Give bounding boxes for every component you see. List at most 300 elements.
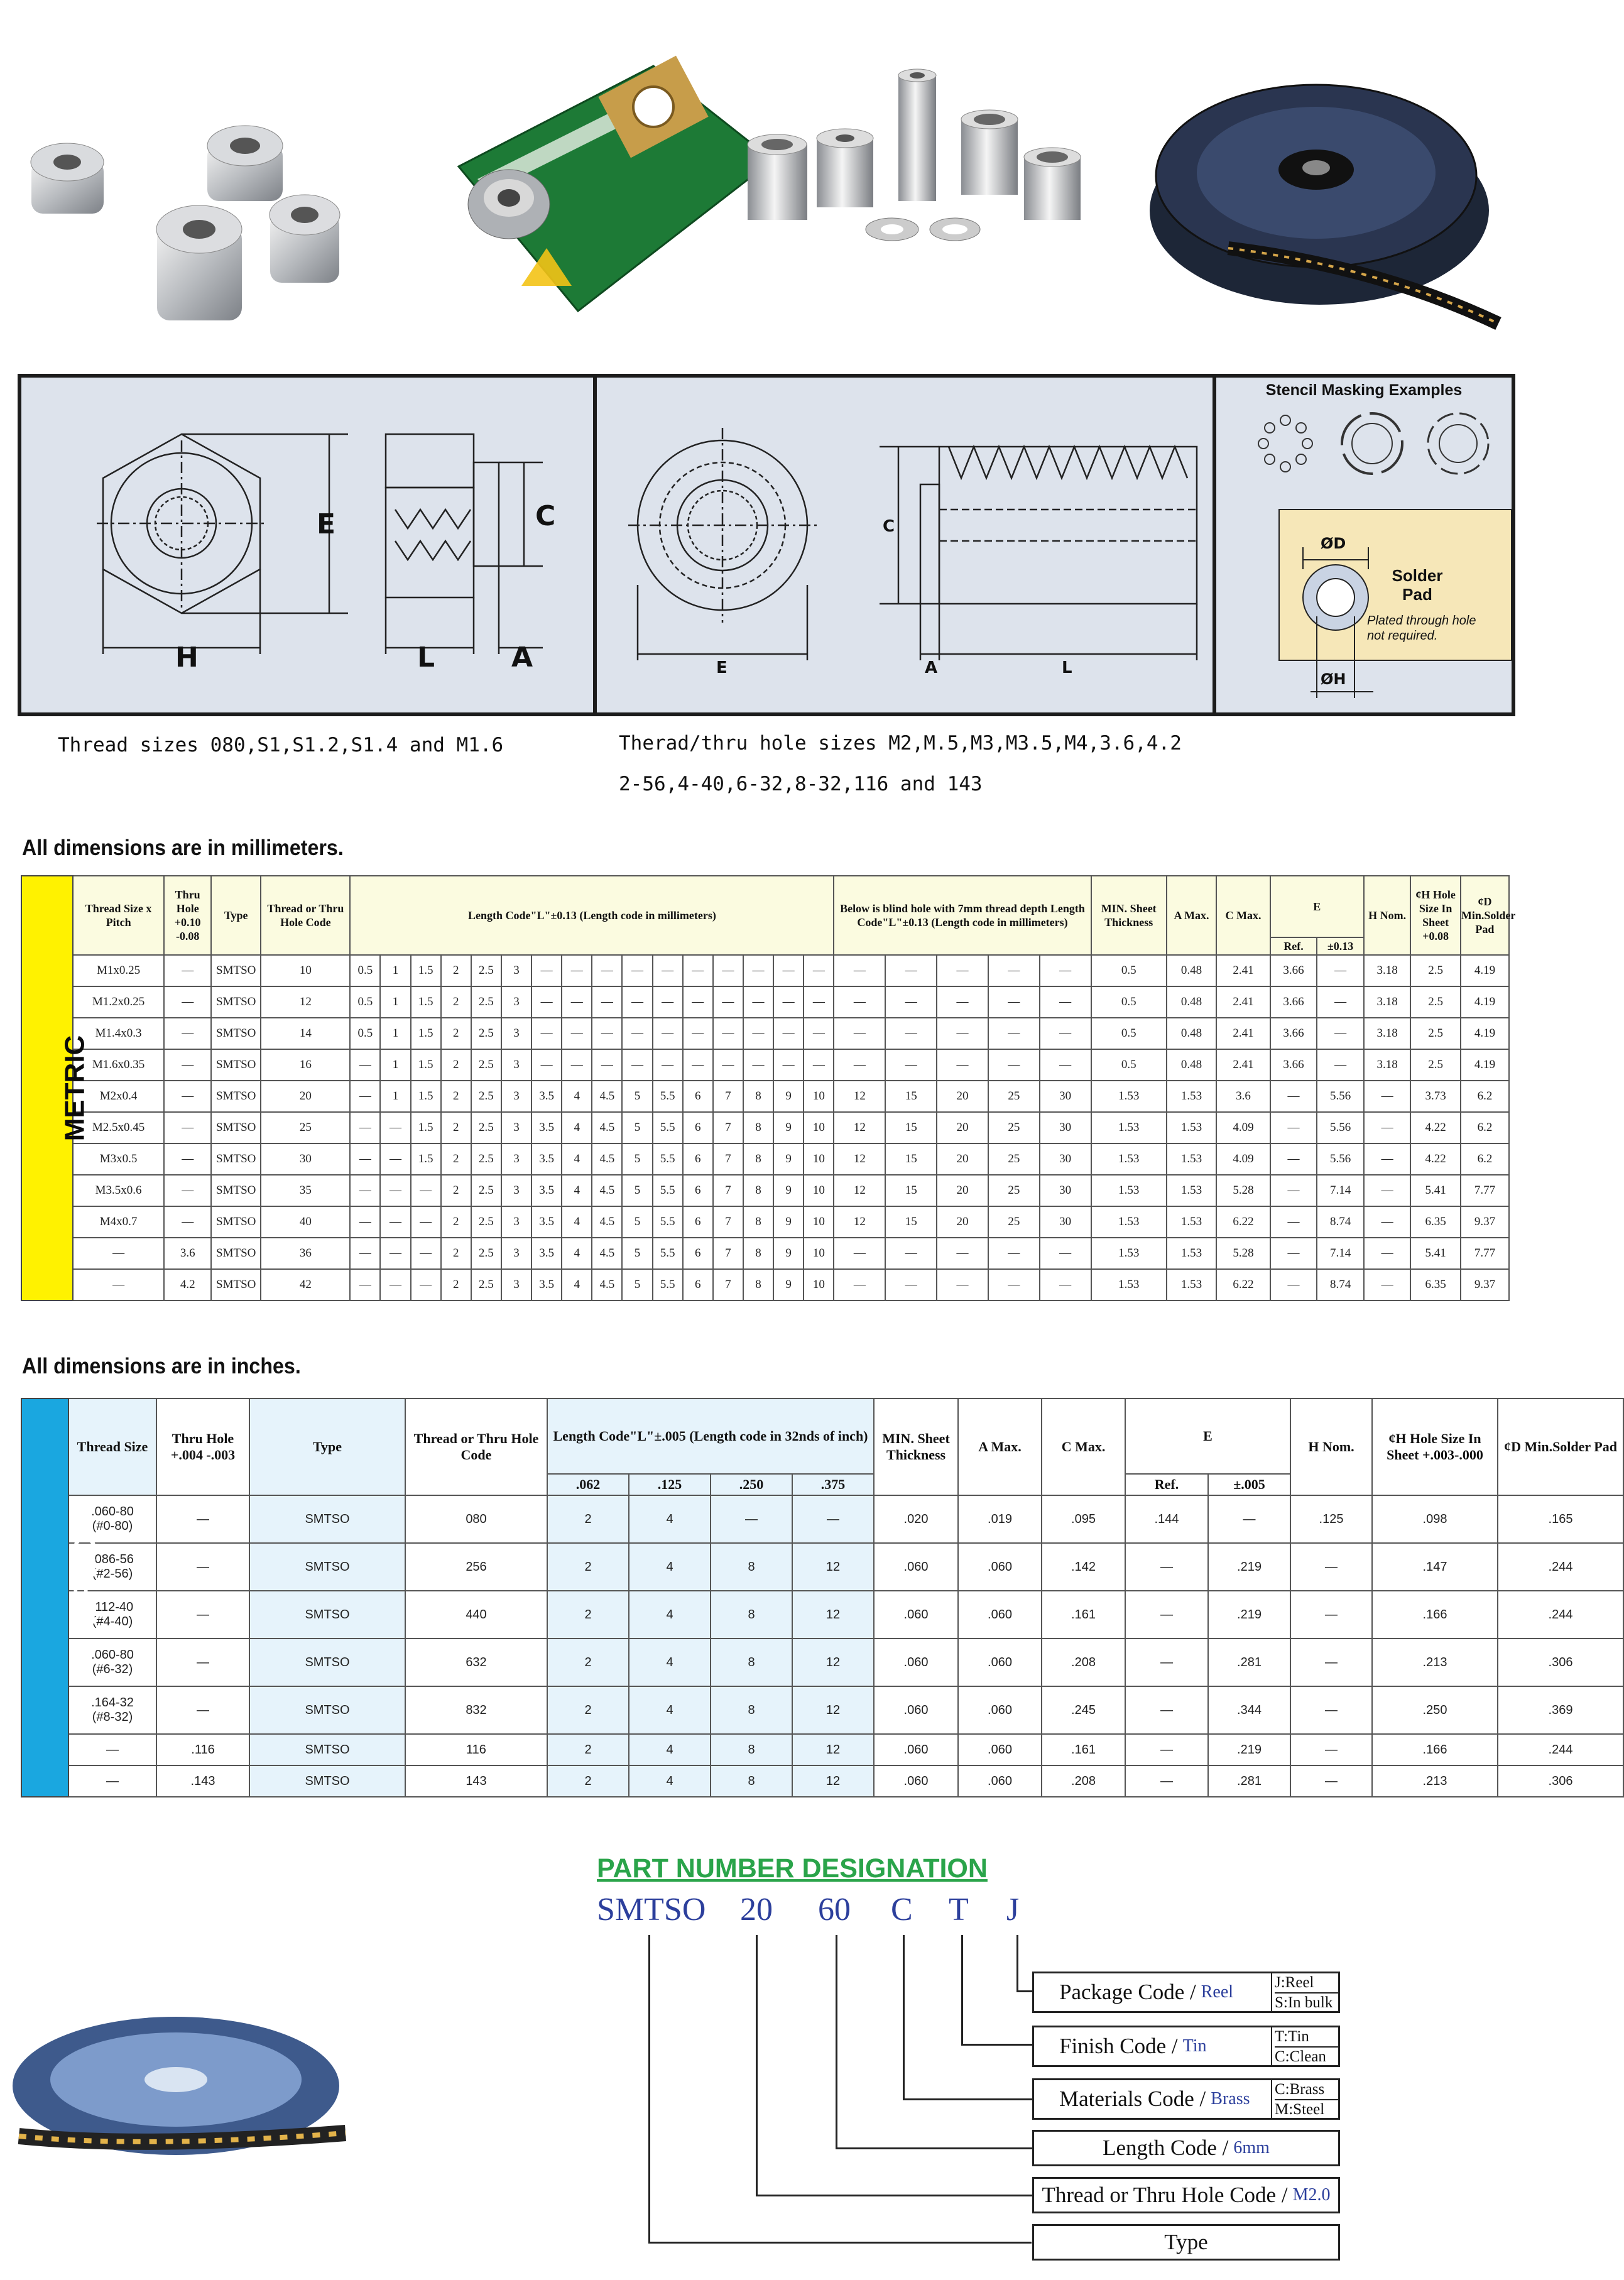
unified-cell-length: 8 (711, 1591, 792, 1639)
metric-cell-type: SMTSO (211, 1269, 261, 1301)
metric-cell-length: — (531, 1049, 562, 1081)
unified-cell-pad: .244 (1498, 1543, 1623, 1591)
metric-cell-length: 5 (622, 1206, 652, 1238)
metric-cell-blind: — (885, 955, 937, 986)
unified-cell-c: .208 (1042, 1639, 1125, 1686)
metric-table (21, 875, 1516, 1301)
metric-cell-code: 12 (261, 986, 350, 1018)
unified-cell-pad: .244 (1498, 1734, 1623, 1765)
unified-cell-length: 4 (629, 1765, 711, 1797)
metric-cell-blind: 15 (885, 1206, 937, 1238)
dim-e: E (317, 508, 336, 540)
metric-cell-length: — (773, 1049, 804, 1081)
metric-cell-length: 1.5 (411, 986, 441, 1018)
metric-cell-length: 3.5 (531, 1206, 562, 1238)
metric-th-e-tol: ±0.13 (1317, 937, 1364, 955)
metric-cell-blind: — (937, 1018, 988, 1049)
metric-cell-thru: — (164, 1143, 211, 1175)
unified-cell-length: — (792, 1495, 874, 1543)
metric-cell-length: 2 (441, 1049, 471, 1081)
unified-cell-type: SMTSO (249, 1765, 405, 1797)
metric-cell-length: 7 (713, 1238, 743, 1269)
metric-cell-length: 5.5 (653, 1238, 683, 1269)
metric-cell-length: — (380, 1112, 410, 1143)
unified-row (21, 1686, 1623, 1734)
metric-cell-pad: 4.19 (1461, 1049, 1509, 1081)
metric-cell-length: 3.5 (531, 1081, 562, 1112)
unified-th-pad: ¢D Min.Solder Pad (1498, 1399, 1623, 1495)
metric-cell-hole: 2.5 (1410, 986, 1460, 1018)
spacer-tall (898, 69, 936, 201)
metric-cell-length: 2 (441, 1206, 471, 1238)
metric-cell-length: — (804, 1018, 834, 1049)
unified-cell-length: — (711, 1495, 792, 1543)
metric-cell-eref: — (1270, 1081, 1317, 1112)
metric-cell-blind: — (834, 1269, 885, 1301)
metric-cell-length: 4 (562, 1143, 592, 1175)
metric-row (21, 1269, 1509, 1301)
washer-1 (866, 218, 918, 241)
metric-cell-blind: — (988, 1018, 1040, 1049)
metric-cell-hole: 6.35 (1410, 1269, 1460, 1301)
unified-th-len-col: .250 (711, 1474, 792, 1495)
unified-cell-length: 4 (629, 1686, 711, 1734)
metric-cell-length: 5 (622, 1269, 652, 1301)
metric-cell-blind: 15 (885, 1112, 937, 1143)
metric-cell-hole: 5.41 (1410, 1175, 1460, 1206)
dim-c: C (535, 500, 556, 532)
metric-cell-length: 8 (743, 1269, 773, 1301)
metric-cell-length: 10 (804, 1081, 834, 1112)
unified-cell-type: SMTSO (249, 1591, 405, 1639)
unified-cell-c: .208 (1042, 1765, 1125, 1797)
metric-row (21, 1175, 1509, 1206)
metric-cell-length: 6 (683, 1238, 713, 1269)
unified-cell-hole: .098 (1372, 1495, 1498, 1543)
metric-cell-sheet: 1.53 (1091, 1175, 1167, 1206)
metric-cell-thread: M2x0.4 (73, 1081, 165, 1112)
metric-cell-length: 9 (773, 1112, 804, 1143)
metric-cell-hole: 4.22 (1410, 1143, 1460, 1175)
metric-cell-blind: — (1040, 1049, 1091, 1081)
unified-cell-h: — (1290, 1734, 1372, 1765)
metric-cell-sheet: 0.5 (1091, 986, 1167, 1018)
unified-cell-thru: — (156, 1686, 249, 1734)
metric-cell-c: 6.22 (1216, 1269, 1270, 1301)
metric-cell-length: — (380, 1143, 410, 1175)
unified-cell-thread: — (68, 1734, 156, 1765)
metric-cell-blind: — (834, 1018, 885, 1049)
metric-cell-length: 3 (501, 1018, 531, 1049)
metric-cell-blind: — (1040, 986, 1091, 1018)
metric-cell-length: 1.5 (411, 1112, 441, 1143)
metric-cell-length: 2.5 (471, 1049, 501, 1081)
unified-th-e-ref: Ref. (1125, 1474, 1208, 1495)
metric-cell-length: 1.5 (411, 1049, 441, 1081)
spacer-side-body (939, 447, 1197, 604)
dim-a: A (511, 641, 533, 674)
metric-cell-length: — (350, 1049, 380, 1081)
hex-nut-1 (31, 143, 104, 214)
metric-cell-length: — (411, 1206, 441, 1238)
metric-cell-c: 2.41 (1216, 1018, 1270, 1049)
metric-cell-code: 30 (261, 1143, 350, 1175)
metric-cell-pad: 6.2 (1461, 1143, 1509, 1175)
metric-cell-length: 3 (501, 955, 531, 986)
unified-cell-h: — (1290, 1639, 1372, 1686)
unified-cell-length: 2 (547, 1734, 629, 1765)
metric-cell-sheet: 0.5 (1091, 1049, 1167, 1081)
plated-note: Plated through hole not required. (1367, 614, 1476, 643)
metric-cell-length: — (411, 1175, 441, 1206)
unified-cell-hole: .166 (1372, 1734, 1498, 1765)
metric-cell-blind: — (885, 1238, 937, 1269)
metric-cell-length: 6 (683, 1175, 713, 1206)
metric-cell-eref: 3.66 (1270, 986, 1317, 1018)
metric-cell-length: 5 (622, 1081, 652, 1112)
unified-cell-c: .142 (1042, 1543, 1125, 1591)
unified-cell-etol: .219 (1208, 1734, 1290, 1765)
unified-th-hole: ¢H Hole Size In Sheet +.003-.000 (1372, 1399, 1498, 1495)
metric-cell-length: — (713, 1018, 743, 1049)
metric-cell-a: 0.48 (1167, 1049, 1216, 1081)
metric-cell-length: 2.5 (471, 1206, 501, 1238)
metric-cell-blind: — (885, 1018, 937, 1049)
metric-cell-type: SMTSO (211, 1081, 261, 1112)
metric-cell-length: 5.5 (653, 1206, 683, 1238)
metric-row (21, 955, 1509, 986)
metric-cell-length: 7 (713, 1143, 743, 1175)
unified-cell-length: 2 (547, 1591, 629, 1639)
unified-th-e: E (1125, 1399, 1290, 1474)
metric-cell-length: 2.5 (471, 1175, 501, 1206)
metric-cell-length: 5.5 (653, 1175, 683, 1206)
metric-cell-code: 42 (261, 1269, 350, 1301)
svg-text:L: L (1062, 658, 1072, 677)
unified-cell-length: 4 (629, 1734, 711, 1765)
metric-cell-length: 5.5 (653, 1081, 683, 1112)
unified-cell-thru: .116 (156, 1734, 249, 1765)
pcb-standoff (468, 170, 550, 239)
metric-cell-blind: — (937, 1238, 988, 1269)
metric-cell-length: 2 (441, 1143, 471, 1175)
metric-cell-thread: M1.6x0.35 (73, 1049, 165, 1081)
metric-cell-length: 1.5 (411, 955, 441, 986)
metric-cell-length: 1 (380, 1049, 410, 1081)
metric-cell-blind: 20 (937, 1112, 988, 1143)
metric-cell-length: 3 (501, 1269, 531, 1301)
metric-cell-length: 3.5 (531, 1175, 562, 1206)
pn-box-type: Type (1032, 2224, 1340, 2261)
metric-cell-hole: 2.5 (1410, 1049, 1460, 1081)
unified-cell-type: SMTSO (249, 1686, 405, 1734)
unified-cell-hole: .213 (1372, 1639, 1498, 1686)
metric-cell-sheet: 0.5 (1091, 1018, 1167, 1049)
unified-cell-etol: .281 (1208, 1765, 1290, 1797)
unified-cell-sheet: .060 (874, 1591, 958, 1639)
unified-cell-a: .060 (958, 1639, 1042, 1686)
unified-cell-c: .245 (1042, 1686, 1125, 1734)
metric-cell-eref: — (1270, 1143, 1317, 1175)
pn-box-length: Length Code / 6mm (1032, 2130, 1340, 2166)
metric-cell-length: — (653, 1018, 683, 1049)
metric-cell-code: 10 (261, 955, 350, 986)
metric-cell-length: — (592, 986, 622, 1018)
unified-cell-c: .161 (1042, 1734, 1125, 1765)
pn-options-package: J:Reel S:In bulk (1271, 1973, 1340, 2012)
metric-cell-pad: 4.19 (1461, 955, 1509, 986)
unified-cell-etol: .344 (1208, 1686, 1290, 1734)
metric-cell-length: — (622, 1049, 652, 1081)
metric-cell-blind: — (885, 1049, 937, 1081)
caption-right-2: 2-56,4-40,6-32,8-32,116 and 143 (619, 773, 983, 795)
pn-segment-type: SMTSO (597, 1892, 706, 1928)
metric-cell-length: — (350, 1238, 380, 1269)
metric-cell-length: 2.5 (471, 1269, 501, 1301)
unified-cell-sheet: .060 (874, 1543, 958, 1591)
metric-cell-a: 0.48 (1167, 955, 1216, 986)
metric-cell-length: 7 (713, 1269, 743, 1301)
unified-row (21, 1734, 1623, 1765)
hex-nut-3 (156, 205, 242, 320)
metric-cell-length: — (562, 955, 592, 986)
metric-cell-length: — (592, 955, 622, 986)
svg-text:ØD: ØD (1321, 535, 1346, 552)
metric-cell-c: 4.09 (1216, 1143, 1270, 1175)
metric-cell-length: — (804, 1049, 834, 1081)
unified-cell-h: — (1290, 1591, 1372, 1639)
unified-cell-thread: .060-80 (#6-32) (68, 1639, 156, 1686)
unified-cell-length: 4 (629, 1639, 711, 1686)
unified-cell-length: 12 (792, 1734, 874, 1765)
unified-row (21, 1765, 1623, 1797)
metric-cell-length: 2 (441, 955, 471, 986)
unified-cell-pad: .306 (1498, 1765, 1623, 1797)
metric-cell-length: 9 (773, 1175, 804, 1206)
metric-cell-eref: — (1270, 1269, 1317, 1301)
metric-cell-thru: — (164, 955, 211, 986)
metric-cell-blind: — (988, 1238, 1040, 1269)
dim-h: H (175, 641, 199, 674)
unified-header-row (21, 1399, 1623, 1474)
metric-cell-thread: — (73, 1238, 165, 1269)
metric-cell-etol: 5.56 (1317, 1081, 1364, 1112)
metric-cell-length: 6 (683, 1206, 713, 1238)
metric-cell-length: — (773, 986, 804, 1018)
metric-cell-length: 1.5 (411, 1143, 441, 1175)
metric-cell-thru: — (164, 1049, 211, 1081)
metric-cell-blind: 15 (885, 1143, 937, 1175)
svg-text:C: C (883, 517, 895, 536)
side-shank (474, 462, 499, 566)
pn-title: PART NUMBER DESIGNATION (597, 1853, 988, 1884)
unified-cell-etol: .219 (1208, 1543, 1290, 1591)
metric-cell-type: SMTSO (211, 1238, 261, 1269)
metric-cell-length: 4.5 (592, 1143, 622, 1175)
metric-cell-length: 8 (743, 1238, 773, 1269)
metric-cell-h: — (1364, 1081, 1411, 1112)
metric-cell-length: — (804, 955, 834, 986)
metric-cell-eref: 3.66 (1270, 955, 1317, 986)
metric-cell-length: — (683, 955, 713, 986)
metric-th-blind: Below is blind hole with 7mm thread depth Length Code"L"±0.13 (Length code in millimeters) (834, 876, 1091, 955)
unified-th-len-col: .375 (792, 1474, 874, 1495)
unified-cell-thread: .164-32 (#8-32) (68, 1686, 156, 1734)
metric-cell-thread: M3.5x0.6 (73, 1175, 165, 1206)
unified-cell-eref: — (1125, 1765, 1208, 1797)
unified-cell-length: 8 (711, 1734, 792, 1765)
stencil-dots-example (1258, 415, 1312, 472)
metric-cell-type: SMTSO (211, 1018, 261, 1049)
metric-cell-length: — (350, 1112, 380, 1143)
metric-cell-code: 20 (261, 1081, 350, 1112)
unified-cell-code: 632 (405, 1639, 547, 1686)
metric-cell-length: 3 (501, 1112, 531, 1143)
metric-cell-blind: — (1040, 1269, 1091, 1301)
metric-th-thread: Thread Size x Pitch (73, 876, 165, 955)
metric-cell-pad: 4.19 (1461, 1018, 1509, 1049)
metric-cell-length: 2 (441, 1238, 471, 1269)
metric-cell-sheet: 1.53 (1091, 1238, 1167, 1269)
metric-cell-blind: — (834, 1049, 885, 1081)
metric-cell-length: 10 (804, 1143, 834, 1175)
unified-cell-a: .060 (958, 1686, 1042, 1734)
metric-cell-thread: M4x0.7 (73, 1206, 165, 1238)
metric-cell-length: 3.5 (531, 1143, 562, 1175)
unified-cell-h: — (1290, 1686, 1372, 1734)
hex-nut-4 (270, 195, 340, 283)
metric-cell-length: 2 (441, 1269, 471, 1301)
metric-cell-a: 0.48 (1167, 986, 1216, 1018)
metric-th-e: E (1270, 876, 1364, 937)
unified-cell-thru: — (156, 1639, 249, 1686)
metric-cell-c: 5.28 (1216, 1238, 1270, 1269)
washer-2 (930, 218, 980, 241)
pn-options-finish: T:Tin C:Clean (1271, 2027, 1340, 2066)
unified-cell-code: 256 (405, 1543, 547, 1591)
metric-cell-length: 4 (562, 1112, 592, 1143)
metric-cell-a: 1.53 (1167, 1143, 1216, 1175)
metric-cell-code: 40 (261, 1206, 350, 1238)
drawing-panel-small (21, 378, 597, 712)
metric-cell-length: 5.5 (653, 1112, 683, 1143)
drawing-frame (18, 374, 1515, 716)
metric-cell-length: — (653, 986, 683, 1018)
unified-cell-length: 4 (629, 1591, 711, 1639)
metric-cell-type: SMTSO (211, 1049, 261, 1081)
metric-cell-blind: 12 (834, 1175, 885, 1206)
metric-cell-length: 1 (380, 1018, 410, 1049)
metric-cell-length: — (380, 1206, 410, 1238)
metric-cell-blind: — (1040, 1238, 1091, 1269)
metric-cell-length: — (562, 1049, 592, 1081)
metric-cell-length: 10 (804, 1175, 834, 1206)
unified-cell-pad: .369 (1498, 1686, 1623, 1734)
metric-cell-length: — (380, 1175, 410, 1206)
unified-cell-pad: .165 (1498, 1495, 1623, 1543)
metric-cell-length: 2 (441, 1081, 471, 1112)
metric-cell-length: 6 (683, 1112, 713, 1143)
unified-cell-thru: — (156, 1495, 249, 1543)
metric-cell-pad: 9.37 (1461, 1206, 1509, 1238)
metric-cell-c: 2.41 (1216, 955, 1270, 986)
metric-cell-thread: M1.2x0.25 (73, 986, 165, 1018)
unified-th-len-col: .062 (547, 1474, 629, 1495)
metric-cell-length: 3.5 (531, 1238, 562, 1269)
metric-cell-pad: 9.37 (1461, 1269, 1509, 1301)
unified-cell-type: SMTSO (249, 1495, 405, 1543)
metric-cell-hole: 6.35 (1410, 1206, 1460, 1238)
unified-cell-hole: .166 (1372, 1591, 1498, 1639)
metric-row (21, 1112, 1509, 1143)
metric-cell-blind: — (834, 986, 885, 1018)
metric-cell-blind: 20 (937, 1206, 988, 1238)
metric-cell-code: 36 (261, 1238, 350, 1269)
metric-cell-blind: 12 (834, 1081, 885, 1112)
unified-cell-eref: — (1125, 1734, 1208, 1765)
pn-segment-material: C (891, 1892, 913, 1928)
pn-options-materials: C:Brass M:Steel (1271, 2080, 1340, 2119)
metric-cell-length: — (683, 1018, 713, 1049)
metric-cell-thread: M3x0.5 (73, 1143, 165, 1175)
metric-cell-type: SMTSO (211, 955, 261, 986)
metric-row (21, 986, 1509, 1018)
metric-cell-code: 25 (261, 1112, 350, 1143)
metric-cell-length: 2 (441, 986, 471, 1018)
metric-cell-length: — (683, 986, 713, 1018)
metric-cell-length: — (350, 1143, 380, 1175)
metric-cell-sheet: 1.53 (1091, 1112, 1167, 1143)
metric-cell-length: 6 (683, 1081, 713, 1112)
metric-cell-length: 8 (743, 1175, 773, 1206)
metric-cell-a: 1.53 (1167, 1206, 1216, 1238)
metric-cell-length: 5 (622, 1175, 652, 1206)
metric-row (21, 1143, 1509, 1175)
metric-cell-length: 8 (743, 1206, 773, 1238)
unified-cell-hole: .250 (1372, 1686, 1498, 1734)
metric-cell-blind: — (937, 955, 988, 986)
metric-cell-length: — (622, 955, 652, 986)
metric-cell-length: 0.5 (350, 955, 380, 986)
unified-cell-code: 080 (405, 1495, 547, 1543)
metric-cell-length: 10 (804, 1206, 834, 1238)
stencil-segments-example (1342, 413, 1402, 474)
unified-heading: All dimensions are in inches. (22, 1354, 301, 1378)
metric-cell-length: 2.5 (471, 1238, 501, 1269)
metric-cell-blind: 30 (1040, 1143, 1091, 1175)
metric-cell-length: 6 (683, 1269, 713, 1301)
metric-cell-blind: 25 (988, 1175, 1040, 1206)
metric-cell-eref: — (1270, 1206, 1317, 1238)
metric-cell-h: — (1364, 1206, 1411, 1238)
metric-cell-pad: 6.2 (1461, 1081, 1509, 1112)
metric-cell-etol: 5.56 (1317, 1112, 1364, 1143)
metric-cell-length: 7 (713, 1175, 743, 1206)
metric-cell-length: 1 (380, 986, 410, 1018)
unified-th-sheet: MIN. Sheet Thickness (874, 1399, 958, 1495)
metric-cell-code: 14 (261, 1018, 350, 1049)
side-head (386, 434, 474, 488)
metric-cell-code: 16 (261, 1049, 350, 1081)
unified-th-length: Length Code"L"±.005 (Length code in 32nds of inch) (547, 1399, 874, 1474)
unified-cell-sheet: .060 (874, 1734, 958, 1765)
metric-cell-blind: 25 (988, 1081, 1040, 1112)
metric-cell-a: 0.48 (1167, 1018, 1216, 1049)
metric-cell-blind: — (885, 986, 937, 1018)
metric-cell-length: 2.5 (471, 955, 501, 986)
metric-cell-blind: 25 (988, 1112, 1040, 1143)
metric-cell-length: — (743, 955, 773, 986)
